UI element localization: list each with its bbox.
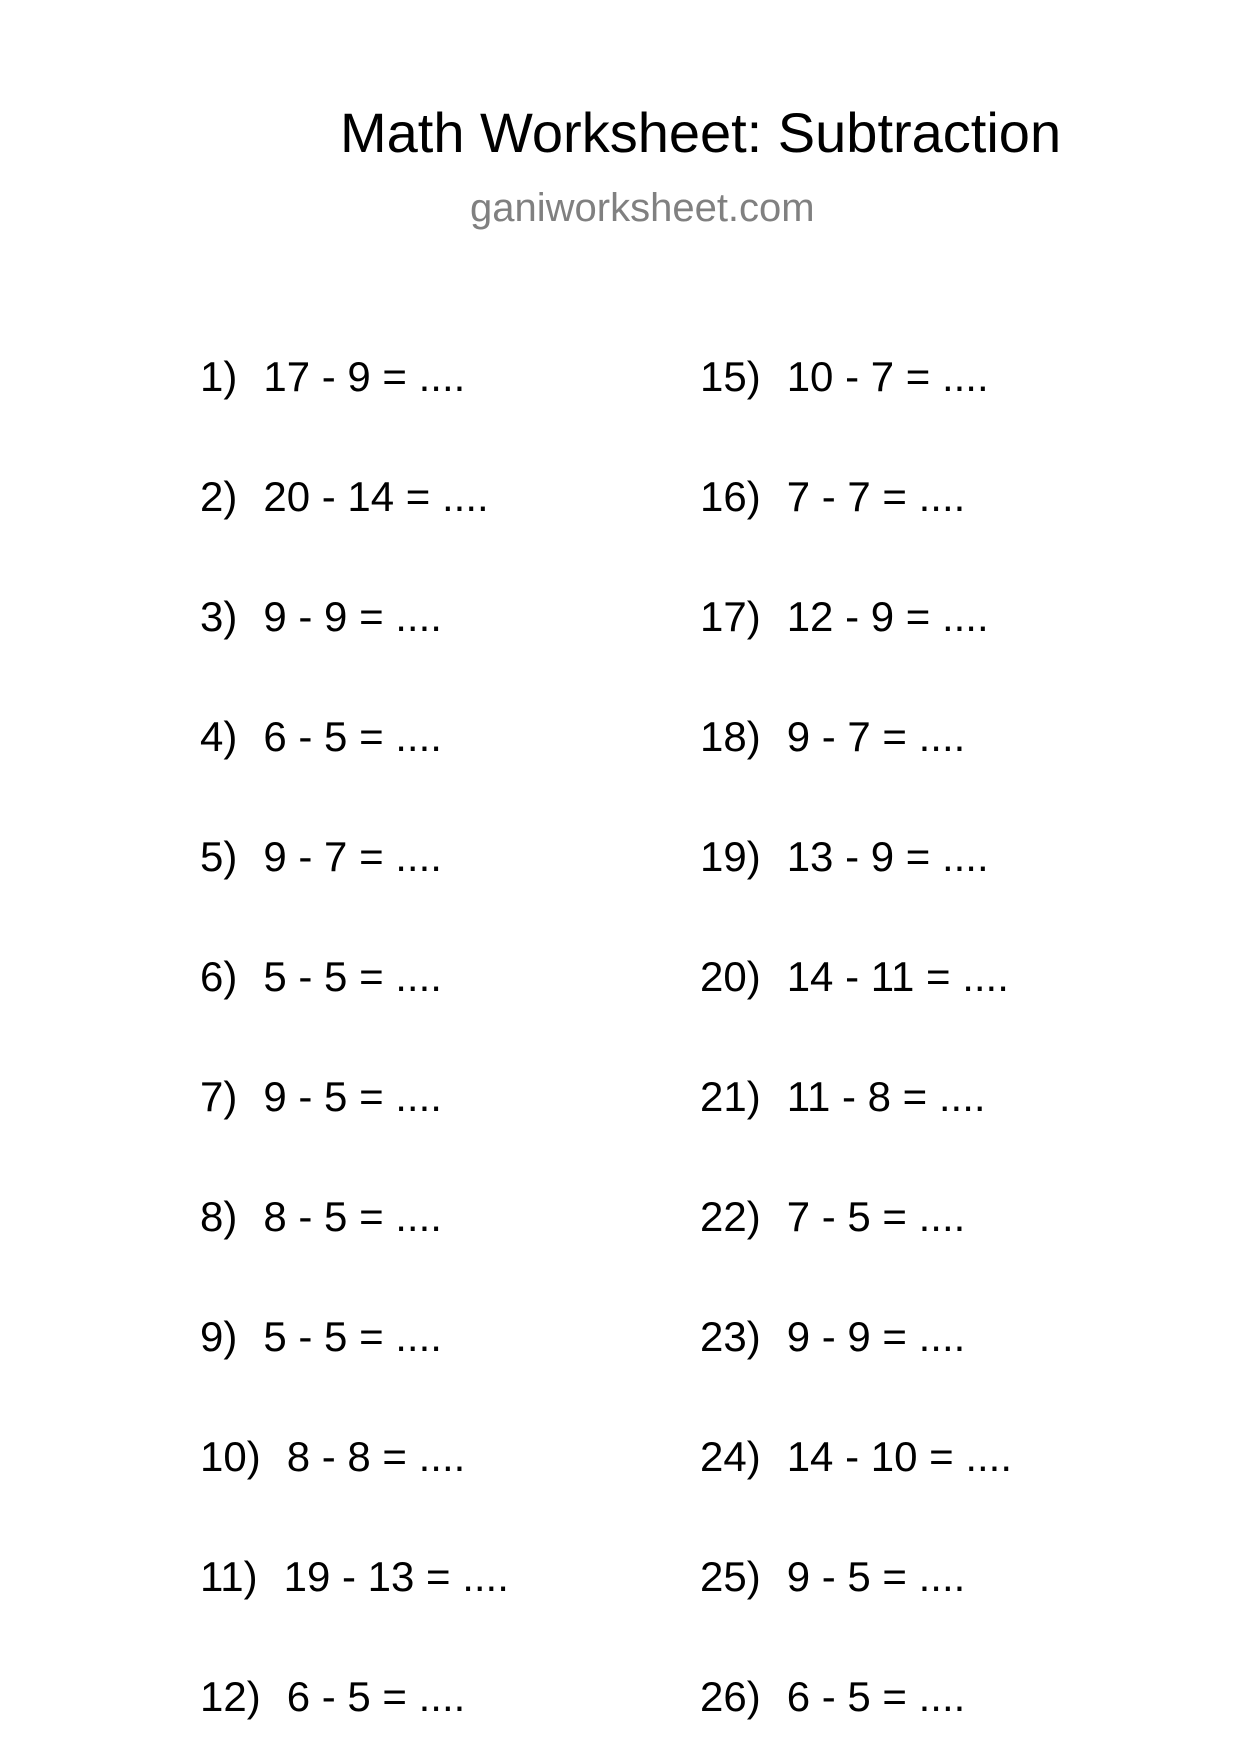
problem-expression: 6 - 5 = .... bbox=[286, 1673, 466, 1720]
problem-left-2 bbox=[200, 472, 489, 522]
problem-number: 20) bbox=[700, 953, 761, 1000]
problem-right-21 bbox=[700, 1072, 986, 1122]
problem-number: 16) bbox=[700, 473, 761, 520]
problem-expression: 6 - 5 = .... bbox=[786, 1673, 966, 1720]
problem-left-4 bbox=[200, 712, 442, 762]
problem-expression: 8 - 8 = .... bbox=[286, 1433, 466, 1480]
problem-expression: 12 - 9 = .... bbox=[786, 593, 989, 640]
problem-expression: 7 - 7 = .... bbox=[786, 473, 966, 520]
problem-left-10 bbox=[200, 1432, 465, 1482]
problem-expression: 20 - 14 = .... bbox=[263, 473, 489, 520]
problem-number: 8) bbox=[200, 1193, 238, 1240]
problem-number: 1) bbox=[200, 353, 238, 400]
problem-number: 12) bbox=[200, 1673, 261, 1720]
problem-right-26 bbox=[700, 1672, 965, 1722]
page-title: Math Worksheet: Subtraction bbox=[340, 101, 1062, 164]
problem-left-3 bbox=[200, 592, 442, 642]
problem-number: 3) bbox=[200, 593, 238, 640]
problem-number: 10) bbox=[200, 1433, 261, 1480]
problem-left-6 bbox=[200, 952, 442, 1002]
problem-number: 5) bbox=[200, 833, 238, 880]
problem-expression: 7 - 5 = .... bbox=[786, 1193, 966, 1240]
problem-number: 26) bbox=[700, 1673, 761, 1720]
problem-number: 24) bbox=[700, 1433, 761, 1480]
problem-number: 7) bbox=[200, 1073, 238, 1120]
problem-expression: 5 - 5 = .... bbox=[263, 953, 442, 1000]
problem-number: 18) bbox=[700, 713, 761, 760]
problem-right-15 bbox=[700, 352, 989, 402]
problem-number: 17) bbox=[700, 593, 761, 640]
problem-right-18 bbox=[700, 712, 965, 762]
problem-number: 21) bbox=[700, 1073, 761, 1120]
problem-expression: 9 - 9 = .... bbox=[786, 1313, 966, 1360]
problem-expression: 6 - 5 = .... bbox=[263, 713, 442, 760]
page-subtitle: ganiworksheet.com bbox=[470, 186, 815, 230]
problem-number: 15) bbox=[700, 353, 761, 400]
problem-left-5 bbox=[200, 832, 442, 882]
problem-left-12 bbox=[200, 1672, 465, 1722]
problem-number: 9) bbox=[200, 1313, 238, 1360]
problem-expression: 13 - 9 = .... bbox=[786, 833, 989, 880]
problem-right-20 bbox=[700, 952, 1009, 1002]
problem-right-25 bbox=[700, 1552, 965, 1602]
problem-expression: 19 - 13 = .... bbox=[283, 1553, 509, 1600]
problem-right-17 bbox=[700, 592, 989, 642]
problem-right-19 bbox=[700, 832, 989, 882]
problem-number: 22) bbox=[700, 1193, 761, 1240]
problem-right-24 bbox=[700, 1432, 1012, 1482]
problem-expression: 9 - 5 = .... bbox=[263, 1073, 442, 1120]
problem-right-23 bbox=[700, 1312, 965, 1362]
problem-number: 19) bbox=[700, 833, 761, 880]
problem-expression: 11 - 8 = .... bbox=[786, 1073, 986, 1120]
problem-right-16 bbox=[700, 472, 965, 522]
problem-number: 6) bbox=[200, 953, 238, 1000]
problem-number: 4) bbox=[200, 713, 238, 760]
problem-number: 23) bbox=[700, 1313, 761, 1360]
problem-number: 25) bbox=[700, 1553, 761, 1600]
problem-expression: 9 - 7 = .... bbox=[786, 713, 966, 760]
problem-left-11 bbox=[200, 1552, 509, 1602]
problem-expression: 14 - 11 = .... bbox=[786, 953, 1009, 1000]
problem-number: 11) bbox=[200, 1553, 258, 1600]
problem-expression: 14 - 10 = .... bbox=[786, 1433, 1013, 1480]
problem-right-22 bbox=[700, 1192, 965, 1242]
problem-expression: 9 - 9 = .... bbox=[263, 593, 442, 640]
problem-left-9 bbox=[200, 1312, 442, 1362]
problem-expression: 17 - 9 = .... bbox=[263, 353, 466, 400]
problem-expression: 5 - 5 = .... bbox=[263, 1313, 442, 1360]
problem-expression: 10 - 7 = .... bbox=[786, 353, 989, 400]
problem-left-1 bbox=[200, 352, 465, 402]
problem-expression: 8 - 5 = .... bbox=[263, 1193, 442, 1240]
problem-expression: 9 - 5 = .... bbox=[786, 1553, 966, 1600]
problem-left-8 bbox=[200, 1192, 442, 1242]
problem-number: 2) bbox=[200, 473, 238, 520]
problem-left-7 bbox=[200, 1072, 442, 1122]
problem-expression: 9 - 7 = .... bbox=[263, 833, 442, 880]
